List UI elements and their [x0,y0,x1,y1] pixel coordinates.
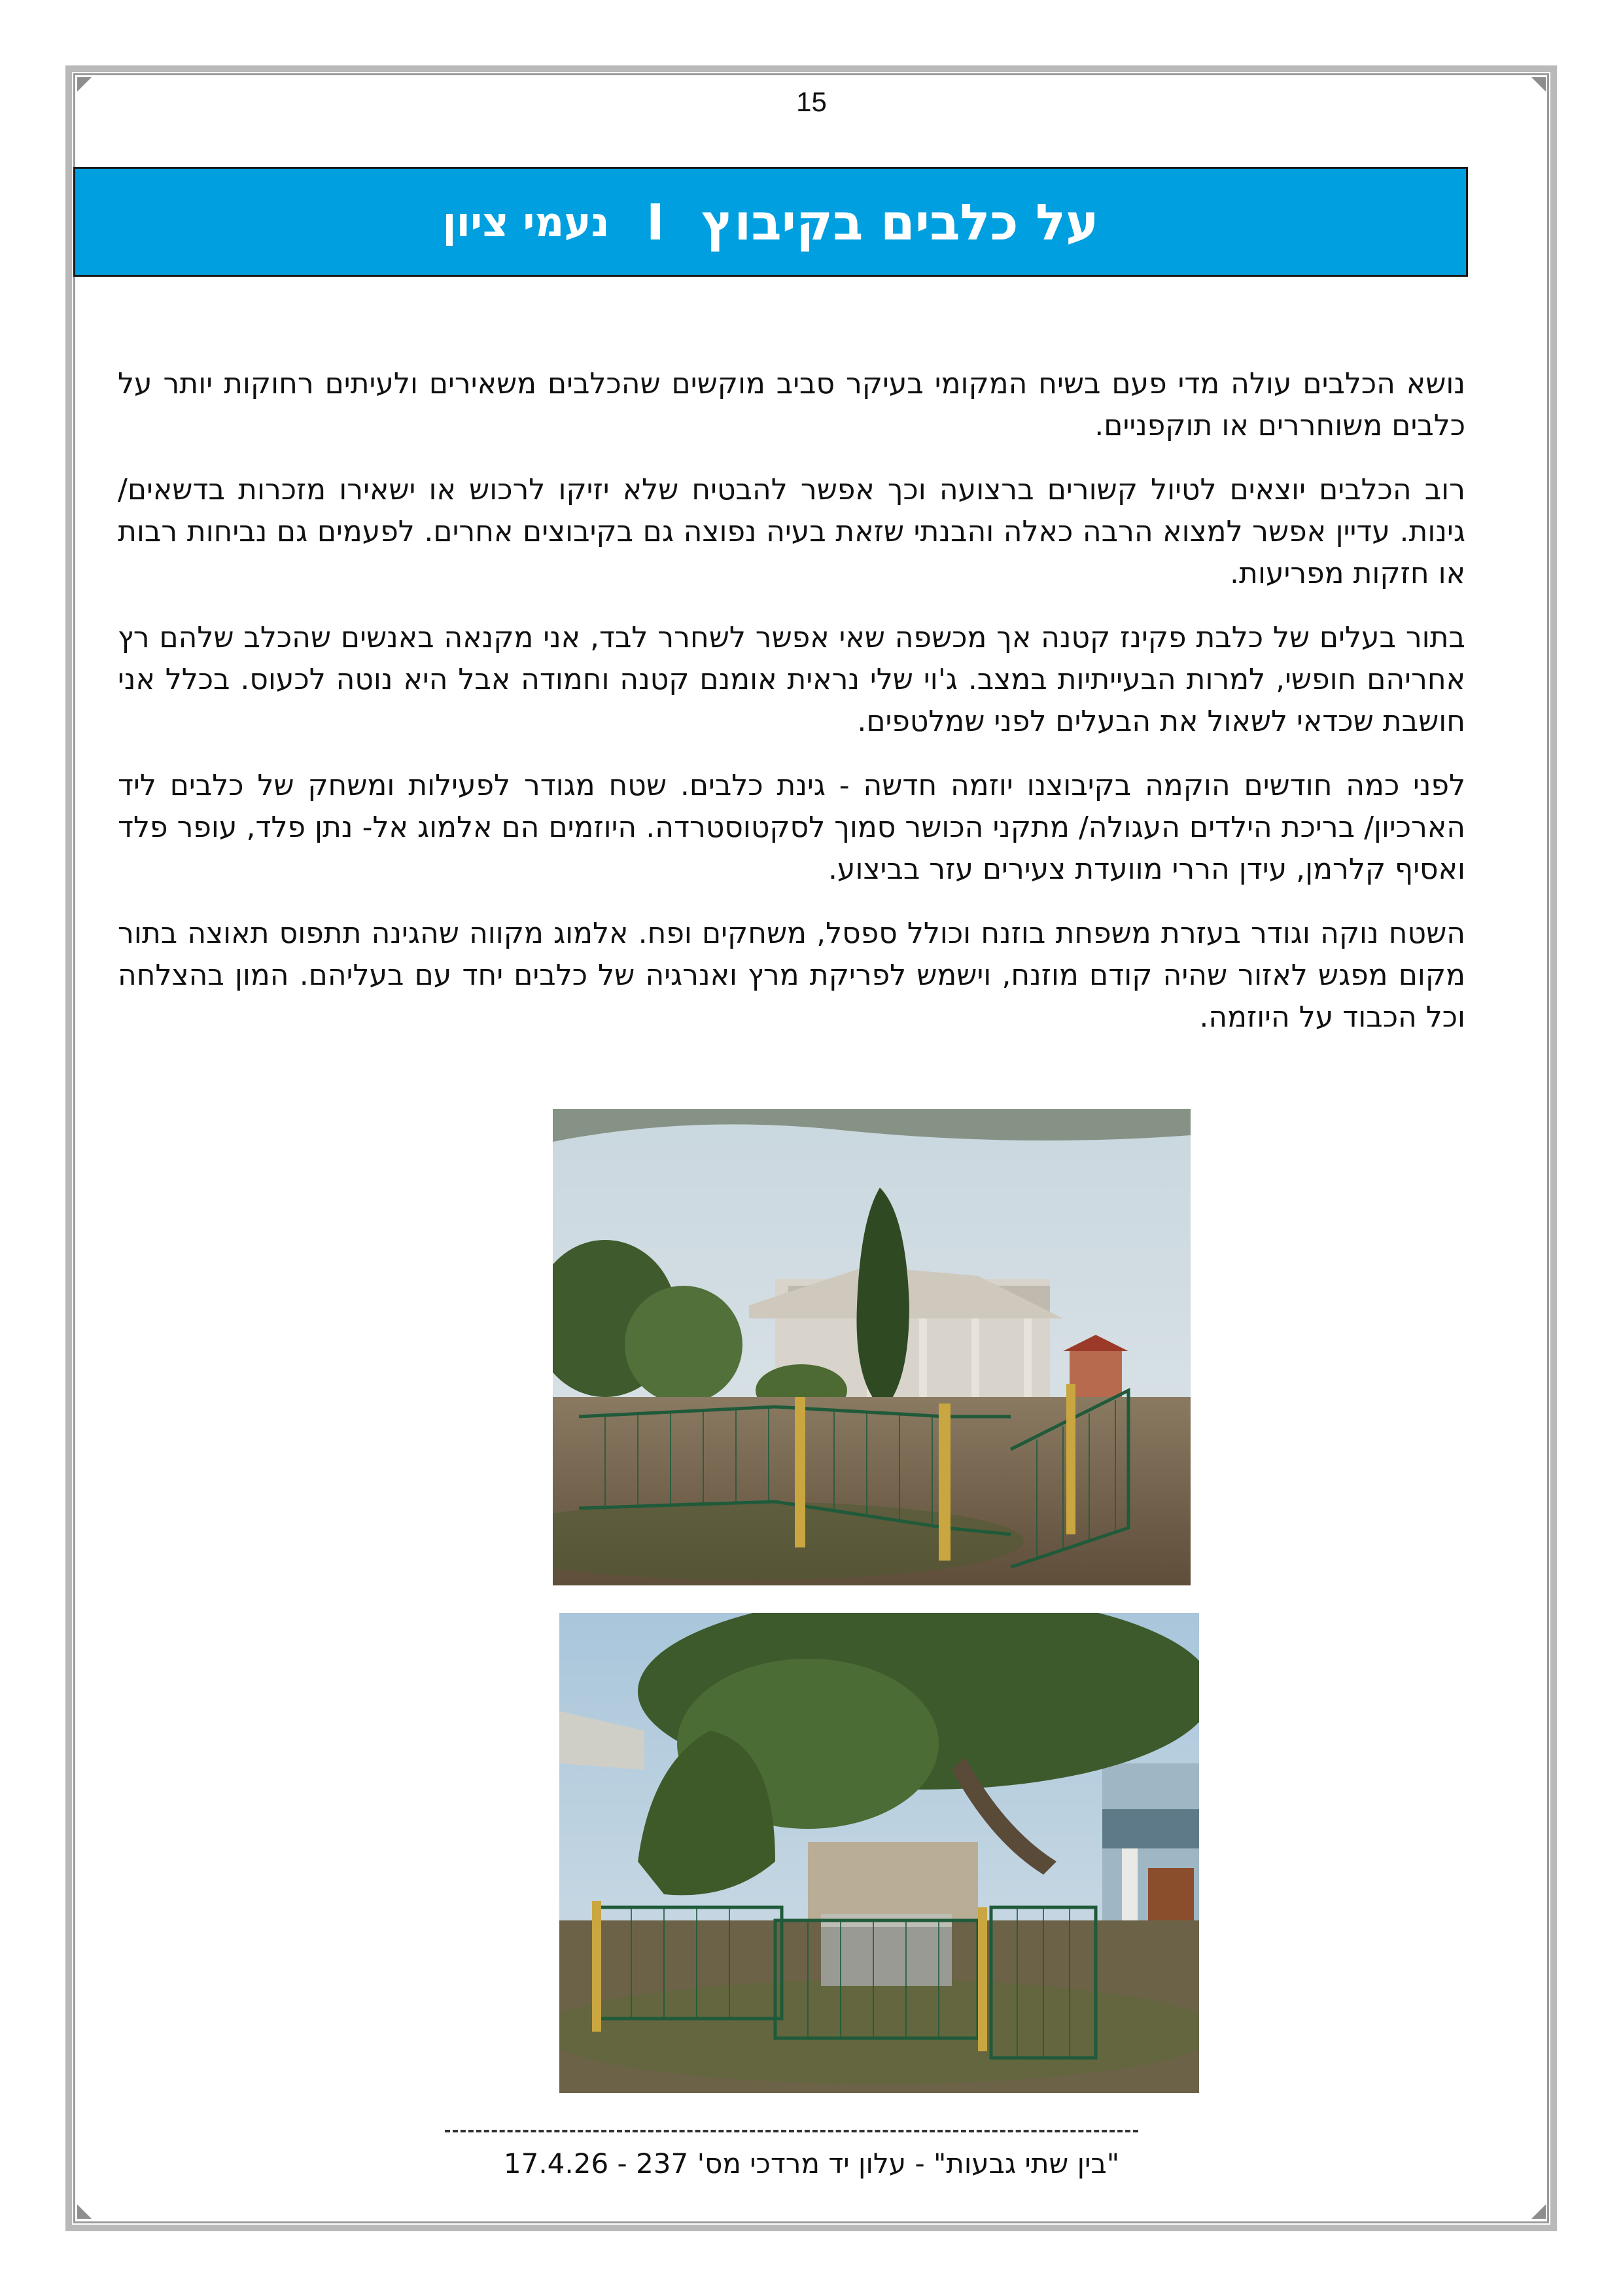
title-separator: I [646,192,665,251]
article-paragraph: בתור בעלים של כלבת פקינז קטנה אך מכשפה שאי אפשר לשחרר לבד, אני מקנאה באנשים שהכלב שלהם רץ אחריהם חופשי, למרות הבעייתיות במצב. ג'וי שלי נראית אומנם קטנה וחמודה אבל היא נוטה לכעוס. בכלל אני חושבת שכדאי לשאול את הבעלים לפני שמלטפים. [118,621,1465,738]
page-number: 15 [796,86,827,117]
footer-divider [445,2130,1138,2132]
article-paragraph: רוב הכלבים יוצאים לטיול קשורים ברצועה וכך אפשר להבטיח שלא יזיקו לרכוש או ישאירו מזכרות בדשאים/ גינות. עדיין אפשר למצוא הרבה כאלה והבנתי שזאת בעיה נפוצה גם בקיבוצים אחרים. לפעמים גם נביחות רבות או חזקות מפריעות. [118,473,1465,590]
frame-corner-ornament [77,2204,92,2219]
footer-publication: "בין שתי גבעות" - עלון יד מרדכי מס' 237 - 17.4.26 [503,2147,1120,2180]
dog-park-photo-2 [559,1613,1199,2093]
article-paragraph: השטח נוקה וגודר בעזרת משפחת בוזנח וכולל ספסל, משחקים ופח. אלמוג מקווה שהגינה תתפוס תאוצה בתור מקום מפגש לאזור שהיה קודם מוזנח, וישמש לפריקת מרץ ואנרגיה של כלבים יחד עם בעליהם. המון בהצלחה וכל הכבוד על היוזמה. [118,917,1465,1034]
dog-park-photo-2-image [559,1613,1199,2093]
article-title: על כלבים בקיבוץ [701,192,1099,251]
dog-park-photo-1 [553,1109,1191,1585]
frame-corner-ornament [1531,2204,1546,2219]
title-banner [73,167,1468,277]
article-paragraph: נושא הכלבים עולה מדי פעם בשיח המקומי בעיקר סביב מוקשים שהכלבים משאירים ולעיתים רחוקות יותר על כלבים משוחררים או תוקפניים. [118,367,1465,442]
article-author: נעמי ציון [442,198,610,246]
dog-park-photo-1-image [553,1109,1191,1585]
article-paragraph: לפני כמה חודשים הוקמה בקיבוצנו יוזמה חדשה - גינת כלבים. שטח מגודר לפעילות ומשחק של כלבים ליד הארכיון/ בריכת הילדים העגולה/ מתקני הכושר סמוך לסקטוסטרדה. היוזמים הם אלמוג אל- נתן פלד, עופר פלד ואסיף קלרמן, עידן הררי מוועדת צעירים עזר בביצוע. [118,769,1465,886]
article-body [118,363,1465,1061]
